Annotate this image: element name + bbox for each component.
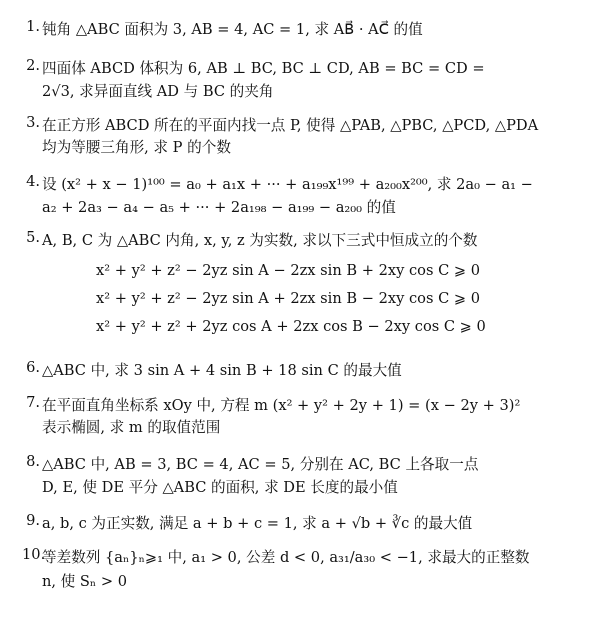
problem-text-line: △ABC 中, 求 3 sin A + 4 sin B + 18 sin C 的最大值 — [42, 362, 402, 379]
problem-number: 5. — [26, 229, 40, 246]
problem-number: 8. — [26, 453, 40, 470]
problem-text-line: 在平面直角坐标系 xOy 中, 方程 m (x² + y² + 2y + 1) = (x − 2y + 3)² — [42, 397, 521, 414]
problem-number: 7. — [26, 394, 40, 411]
problem-number: 9. — [26, 512, 40, 529]
inequality-2: x² + y² + z² − 2yz sin A + 2zx sin B − 2xy cos C ⩾ 0 — [96, 290, 481, 307]
problem-number: 3. — [26, 114, 40, 131]
problem-text-line: 四面体 ABCD 体积为 6, AB ⊥ BC, BC ⊥ CD, AB = BC = CD = — [42, 60, 485, 77]
problem-text-line: 设 (x² + x − 1)¹⁰⁰ = a₀ + a₁x + ··· + a₁₉₉x¹⁹⁹ + a₂₀₀x²⁰⁰, 求 2a₀ − a₁ − — [42, 176, 533, 193]
problem-text-line: a₂ + 2a₃ − a₄ − a₅ + ··· + 2a₁₉₈ − a₁₉₉ − a₂₀₀ 的值 — [42, 199, 396, 216]
problem-text-line: 表示椭圆, 求 m 的取值范围 — [42, 419, 221, 436]
problem-number: 2. — [26, 57, 40, 74]
inequality-1: x² + y² + z² − 2yz sin A − 2zx sin B + 2xy cos C ⩾ 0 — [96, 262, 481, 279]
problem-text-line: △ABC 中, AB = 3, BC = 4, AC = 5, 分别在 AC, BC 上各取一点 — [42, 456, 479, 473]
problem-text-line: A, B, C 为 △ABC 内角, x, y, z 为实数, 求以下三式中恒成立的个数 — [42, 232, 478, 249]
inequality-3: x² + y² + z² + 2yz cos A + 2zx cos B − 2xy cos C ⩾ 0 — [96, 318, 486, 335]
problem-number: 4. — [26, 173, 40, 190]
problem-text-line: 在正方形 ABCD 所在的平面内找一点 P, 使得 △PAB, △PBC, △PCD, △PDA — [42, 117, 539, 134]
problem-text-line: a, b, c 为正实数, 满足 a + b + c = 1, 求 a + √b + ∛c 的最大值 — [42, 515, 473, 532]
problem-number: 10. — [22, 546, 46, 563]
problem-number: 6. — [26, 359, 40, 376]
problem-number: 1. — [26, 18, 40, 35]
problem-text-line: 2√3, 求异面直线 AD 与 BC 的夹角 — [42, 83, 274, 100]
problem-text-line: 等差数列 {aₙ}ₙ⩾₁ 中, a₁ > 0, 公差 d < 0, a₃₁/a₃₀ < −1, 求最大的正整数 — [42, 549, 530, 566]
problem-text-line: n, 使 Sₙ > 0 — [42, 573, 128, 590]
problem-text-line: 钝角 △ABC 面积为 3, AB = 4, AC = 1, 求 AB⃗ · AC⃗ 的值 — [42, 21, 423, 38]
problem-text-line: D, E, 使 DE 平分 △ABC 的面积, 求 DE 长度的最小值 — [42, 479, 398, 496]
problem-text-line: 均为等腰三角形, 求 P 的个数 — [42, 139, 231, 156]
